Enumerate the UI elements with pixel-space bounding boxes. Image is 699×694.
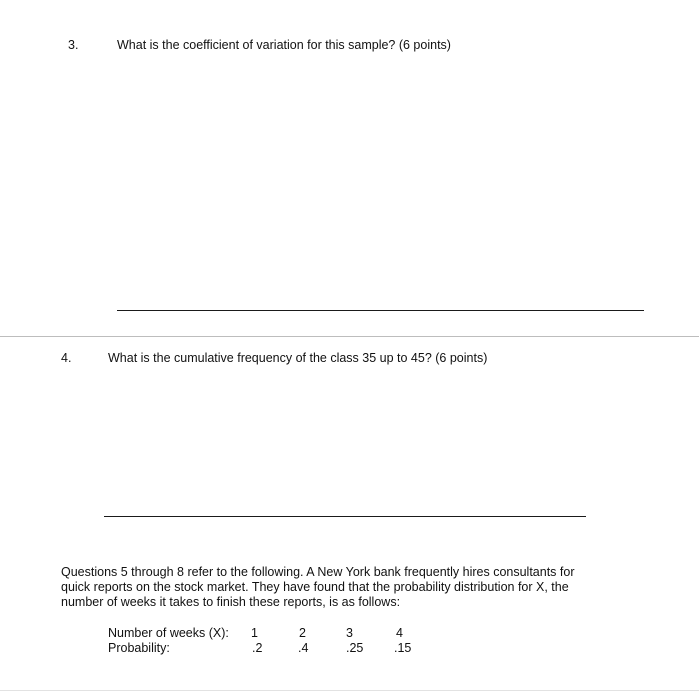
weeks-value: 2 [299,626,306,640]
questions-5-8-intro [61,565,641,610]
probability-value: .25 [346,641,364,655]
intro-line: Questions 5 through 8 refer to the following. A New York bank frequently hires consultants for [61,565,575,579]
question-4-answer-line [104,516,586,517]
weeks-value: 4 [396,626,403,640]
probability-value: .4 [298,641,309,655]
question-3-answer-line [117,310,644,311]
weeks-value: 1 [251,626,258,640]
probability-value: .2 [252,641,263,655]
weeks-value: 3 [346,626,353,640]
probability-value: .15 [394,641,412,655]
intro-line: quick reports on the stock market. They have found that the probability distribution for X, the [61,580,569,594]
question-3-number: 3. [68,38,79,52]
probability-row-label: Probability: [108,641,170,655]
page-break-divider [0,336,699,337]
intro-line: number of weeks it takes to finish these reports, is as follows: [61,595,401,609]
question-4-text: What is the cumulative frequency of the class 35 up to 45? (6 points) [108,351,488,365]
page-bottom-edge [0,690,699,691]
weeks-row-label: Number of weeks (X): [108,626,229,640]
question-3-text: What is the coefficient of variation for this sample? (6 points) [117,38,451,52]
question-4-number: 4. [61,351,72,365]
